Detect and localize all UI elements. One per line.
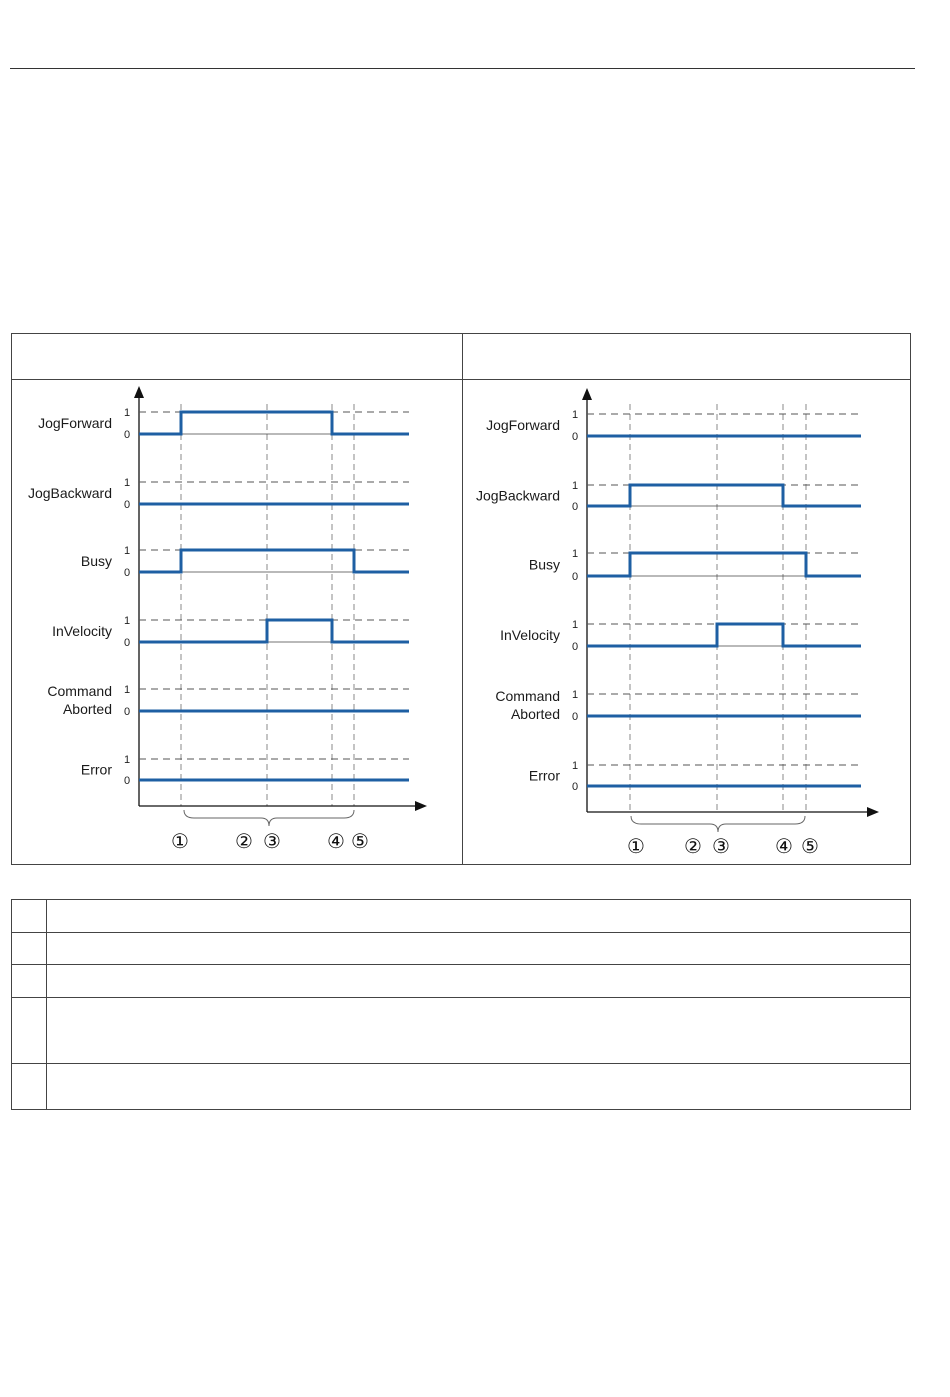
signal-label: JogBackward bbox=[475, 487, 560, 504]
signal-trace-JogForward bbox=[139, 412, 409, 434]
level-1-label: 1 bbox=[572, 480, 579, 492]
signal-label: Aborted bbox=[510, 706, 560, 722]
value-axis-arrow bbox=[134, 386, 144, 398]
step-marker-5: ⑤ bbox=[801, 834, 819, 858]
duration-bracket bbox=[631, 816, 805, 832]
signal-trace-Busy bbox=[587, 553, 861, 576]
table-row bbox=[12, 933, 911, 965]
step-marker-2: ② bbox=[235, 829, 253, 853]
level-0-label: 0 bbox=[572, 711, 579, 723]
level-0-label: 0 bbox=[572, 501, 579, 513]
level-0-label: 0 bbox=[124, 775, 131, 787]
signal-trace-InVelocity bbox=[139, 620, 409, 642]
table-row bbox=[12, 965, 911, 998]
level-1-label: 1 bbox=[572, 689, 579, 701]
level-0-label: 0 bbox=[124, 637, 131, 649]
step-text bbox=[47, 965, 911, 998]
level-0-label: 0 bbox=[572, 641, 579, 653]
step-number bbox=[12, 965, 47, 998]
value-axis-arrow bbox=[582, 388, 592, 400]
step-marker-3: ③ bbox=[712, 834, 730, 858]
timing-diagram-figure bbox=[11, 333, 911, 865]
level-1-label: 1 bbox=[572, 619, 579, 631]
level-0-label: 0 bbox=[572, 431, 579, 443]
header-rule bbox=[10, 68, 915, 69]
step-marker-4: ④ bbox=[327, 829, 345, 853]
signal-label: Busy bbox=[80, 553, 112, 569]
signal-label: JogForward bbox=[38, 415, 112, 431]
timing-diagrams bbox=[12, 334, 912, 866]
step-text bbox=[47, 933, 911, 965]
signal-label: InVelocity bbox=[500, 627, 560, 643]
signal-trace-InVelocity bbox=[587, 624, 861, 646]
duration-bracket bbox=[184, 810, 354, 826]
signal-label: Aborted bbox=[62, 701, 112, 717]
level-1-label: 1 bbox=[572, 760, 579, 772]
signal-label: Busy bbox=[528, 556, 560, 573]
level-1-label: 1 bbox=[124, 615, 131, 627]
level-1-label: 1 bbox=[124, 545, 131, 557]
level-1-label: 1 bbox=[572, 548, 579, 560]
signal-label: Error bbox=[80, 761, 112, 778]
level-0-label: 0 bbox=[124, 429, 131, 441]
table-row bbox=[12, 1064, 911, 1110]
level-0-label: 0 bbox=[572, 781, 579, 793]
step-marker-1: ① bbox=[627, 834, 645, 858]
level-0-label: 0 bbox=[124, 567, 131, 579]
level-1-label: 1 bbox=[124, 754, 131, 766]
step-marker-5: ⑤ bbox=[351, 829, 369, 853]
level-1-label: 1 bbox=[124, 684, 131, 696]
level-1-label: 1 bbox=[572, 409, 579, 421]
step-number bbox=[12, 998, 47, 1064]
level-0-label: 0 bbox=[124, 499, 131, 511]
steps-table bbox=[11, 899, 911, 1110]
step-marker-2: ② bbox=[684, 834, 702, 858]
level-0-label: 0 bbox=[124, 706, 131, 718]
step-number bbox=[12, 900, 47, 933]
level-1-label: 1 bbox=[124, 407, 131, 419]
signal-label: JogBackward bbox=[27, 485, 112, 501]
signal-label: InVelocity bbox=[52, 623, 112, 639]
step-text bbox=[47, 998, 911, 1064]
time-axis-arrow bbox=[415, 801, 427, 811]
signal-label: JogForward bbox=[486, 417, 560, 433]
step-marker-4: ④ bbox=[775, 834, 793, 858]
table-row bbox=[12, 900, 911, 933]
step-number bbox=[12, 1064, 47, 1110]
time-axis-arrow bbox=[867, 807, 879, 817]
step-text bbox=[47, 1064, 911, 1110]
signal-label: Command bbox=[47, 683, 112, 699]
step-marker-1: ① bbox=[171, 829, 189, 853]
signal-trace-Busy bbox=[139, 550, 409, 572]
signal-trace-JogBackward bbox=[587, 485, 861, 506]
signal-label: Error bbox=[528, 767, 560, 784]
table-row bbox=[12, 998, 911, 1064]
signal-label: Command bbox=[495, 688, 560, 704]
level-1-label: 1 bbox=[124, 477, 131, 489]
step-text bbox=[47, 900, 911, 933]
step-number bbox=[12, 933, 47, 965]
step-marker-3: ③ bbox=[263, 829, 281, 853]
level-0-label: 0 bbox=[572, 571, 579, 583]
